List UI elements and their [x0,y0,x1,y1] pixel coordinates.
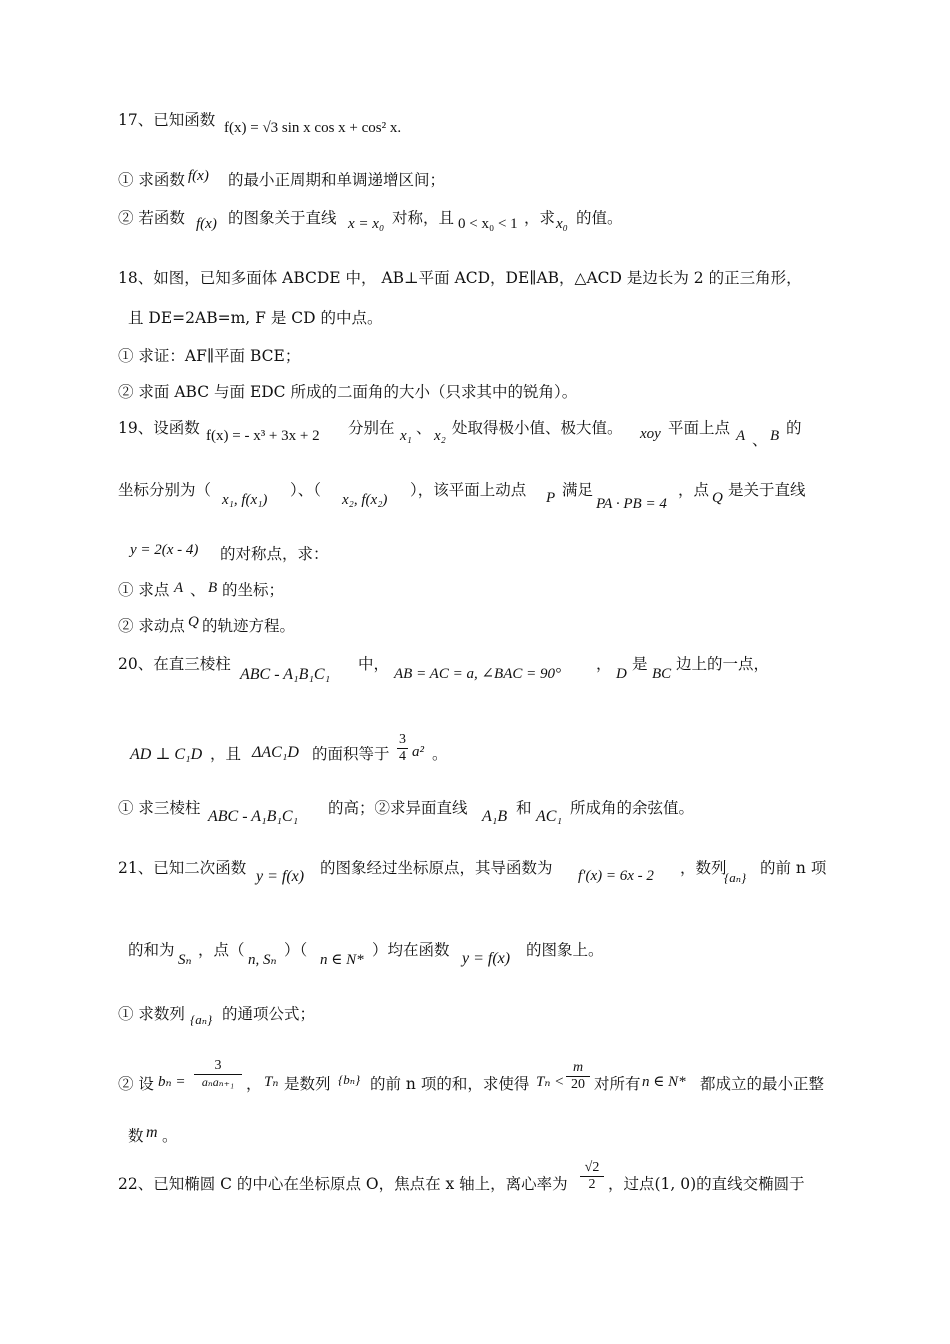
q20-part [0,790,950,830]
q20-D: D [616,666,627,682]
q22-line1 [0,1160,950,1210]
q21-bn-num: 3 [194,1058,242,1075]
q17-p2-x0: x₀ [556,216,568,232]
q20-p-prism: ABC - A₁B₁C₁ [208,808,299,825]
q20-a2: a² [412,744,424,760]
q21-deriv: f′(x) = 6x - 2 [578,868,654,884]
q19-x2: x₂ [434,428,446,444]
q21-cond2: n ∈ N* [642,1074,686,1090]
q19-p1-a: ① 求点 [118,581,170,599]
q19-p1-b: 的坐标； [222,581,285,599]
q21-line2-c: ）（ [284,941,308,959]
q21-head: 21、已知二次函数 [118,859,247,877]
q17-p2-d: ，求 [524,209,556,227]
q20-frac-den: 4 [399,749,406,764]
q22-e-den: 2 [588,1177,596,1192]
q19-line3-eq: y = 2(x - 4) [130,542,199,558]
q21-p2-c: 是数列 [284,1075,331,1093]
q20-head: 20、在直三棱柱 [118,655,231,673]
q21-part2 [0,1052,950,1112]
q19-formula: f(x) = - x³ + 3x + 2 [206,428,320,444]
q19-line2-c: ），该平面上动点 [410,481,527,499]
q19-p2-b: 的轨迹方程。 [202,617,296,635]
q17-p1-a: ① 求函数 [118,171,185,189]
q21-p2-b: ， [246,1075,262,1093]
q20-A1B: A₁B [482,808,508,825]
q19-head: 19、设函数 [118,419,200,437]
q19-pt1: x₁, f(x₁) [222,492,268,508]
q17-p2-b: 的图象关于直线 [228,209,337,227]
q17-line1 [0,100,950,140]
q19-line1 [0,410,950,450]
q19-p2-Q: Q [188,614,199,630]
q18-line1: 18、如图，已知多面体 ABCDE 中， AB⊥平面 ACD，DE∥AB，△ACD 是边长为 2 的正三角形， [118,269,802,287]
q21-m-fraction [566,1060,590,1093]
q19-sep2: 、 [752,431,768,449]
q21-p2-h: 。 [162,1127,178,1145]
q20-frac-num: 3 [399,732,406,747]
q18-part2: ② 求面 ABC 与面 EDC 所成的二面角的大小（只求其中的锐角）。 [118,383,578,401]
q20-b: ， [596,655,612,673]
q17-p2-fx: f(x) [196,216,217,232]
q17-p2-line: x = x₀ [348,216,385,232]
q22-e-fraction [580,1160,604,1193]
q20-p-d: 所成角的余弦值。 [570,799,695,817]
q20-line2-b: 的面积等于 [312,745,390,763]
q21-Tn2: Tₙ < [536,1074,565,1090]
q20-a: 中， [358,655,390,673]
q21-m-num: m [566,1060,590,1077]
q18-part1: ① 求证：AF∥平面 BCE； [118,347,301,365]
q19-line2-d: 满足 [562,481,594,499]
q19-p2-a: ② 求动点 [118,617,185,635]
q21-pt: n, Sₙ [248,952,277,968]
q17-p2-e: 的值。 [576,209,623,227]
q20-line2 [0,730,950,780]
q17-part2 [0,200,950,240]
q21-Tn: Tₙ [264,1074,279,1090]
q21-a: 的图象经过坐标原点，其导函数为 [320,859,553,877]
q17-p2-cond: 0 < x₀ < 1 [458,216,518,232]
q21-m-den: 20 [571,1077,585,1092]
q21-Sn: Sₙ [178,952,192,968]
q17-p2-a: ② 若函数 [118,209,185,227]
q21-bseq: {bₙ} [338,1072,361,1087]
q21-bn-den: aₙaₙ₊₁ [201,1075,235,1089]
q22-tail: ，过点(1, 0)的直线交椭圆于 [608,1175,805,1193]
q17-p2-c: 对称，且 [392,209,455,227]
q20-d: 边上的一点， [676,655,770,673]
q21-fn2: y = f(x) [462,950,511,967]
q20-line2-eq: AD ⊥ C₁D [130,746,203,763]
q20-cond: AB = AC = a, ∠BAC = 90° [394,666,561,682]
q18-line2: 且 DE=2AB=m, F 是 CD 的中点。 [128,309,383,327]
q19-line2-e: ，点 [678,481,710,499]
q21-p2-d: 的前 n 项的和，求使得 [370,1075,530,1093]
q21-line2-e: 的图象上。 [526,941,604,959]
q19-dot: PA · PB = 4 [596,496,667,512]
q20-fraction [397,732,408,765]
q21-c: 的前 n 项 [760,859,827,877]
q20-AC1: AC₁ [536,808,563,825]
q22-head: 22、已知椭圆 C 的中心在坐标原点 O，焦点在 x 轴上，离心率为 [118,1175,568,1193]
q21-seq: {aₙ} [724,870,747,885]
q19-line2 [0,474,950,514]
q21-cond: n ∈ N* [320,952,364,968]
q21-fn: y = f(x) [256,868,305,885]
q20-line2-c: 。 [432,745,448,763]
q19-p1-A: A [174,580,184,596]
q21-line2 [0,934,950,974]
q21-p1-b: 的通项公式； [222,1005,316,1023]
q19-d: 的 [786,419,802,437]
q21-p2-f: 都成立的最小正整 [700,1075,825,1093]
q21-line1 [0,850,950,890]
q20-prism: ABC - A₁B₁C₁ [240,666,331,683]
q19-line2-a: 坐标分别为（ [118,481,212,499]
q19-sep: 、 [416,419,432,437]
q19-Q: Q [712,490,723,506]
q19-xoy: xoy [640,426,661,442]
q21-p1-seq: {aₙ} [190,1012,213,1027]
q19-p1-sep: 、 [190,581,206,599]
q19-pt2: x₂, f(x₂) [342,492,388,508]
q19-P: P [546,490,556,506]
q21-line2-d: ）均在函数 [372,941,450,959]
q19-x1: x₁ [400,428,412,444]
q21-p2-e: 对所有 [594,1075,641,1093]
q20-line2-a: ，且 [210,745,242,763]
q21-line2-a: 的和为 [128,941,175,959]
q19-p1-B: B [208,580,218,596]
q17-formula: f(x) = √3 sin x cos x + cos² x. [224,120,402,136]
q19-B: B [770,428,780,444]
q20-p-c: 和 [516,799,532,817]
q20-c: 是 [632,655,648,673]
q19-line2-b: ）、（ [290,481,322,499]
q19-part2 [0,610,950,650]
q17-p1-fx: f(x) [188,168,209,184]
q21-bn: bₙ = [158,1074,186,1090]
q19-part1 [0,574,950,614]
q19-line2-f: 是关于直线 [728,481,806,499]
q20-BC: BC [652,666,672,682]
q21-part1 [0,996,950,1036]
q21-b: ，数列 [680,859,727,877]
q17-part1 [0,162,950,202]
q19-line3-b: 的对称点，求： [220,545,329,563]
q17-p1-b: 的最小正周期和单调递增区间； [228,171,446,189]
q21-bn-fraction [194,1058,242,1090]
q20-p-b: 的高；②求异面直线 [328,799,468,817]
q21-m: m [146,1124,158,1141]
q20-line1 [0,646,950,686]
q21-p2-a: ② 设 [118,1075,154,1093]
q19-a: 分别在 [348,419,395,437]
q17-head: 17、已知函数 [118,111,216,129]
q19-c: 平面上点 [668,419,731,437]
q19-A: A [736,428,746,444]
q21-part2-cont [0,1120,950,1160]
q20-p-a: ① 求三棱柱 [118,799,201,817]
q21-line2-b: ，点（ [198,941,245,959]
q19-b: 处取得极小值、极大值。 [452,419,623,437]
q21-p1-a: ① 求数列 [118,1005,185,1023]
q21-p2-g: 数 [128,1127,144,1145]
q20-tri: ΔAC₁D [252,744,299,761]
q22-e-num: √2 [580,1160,604,1177]
